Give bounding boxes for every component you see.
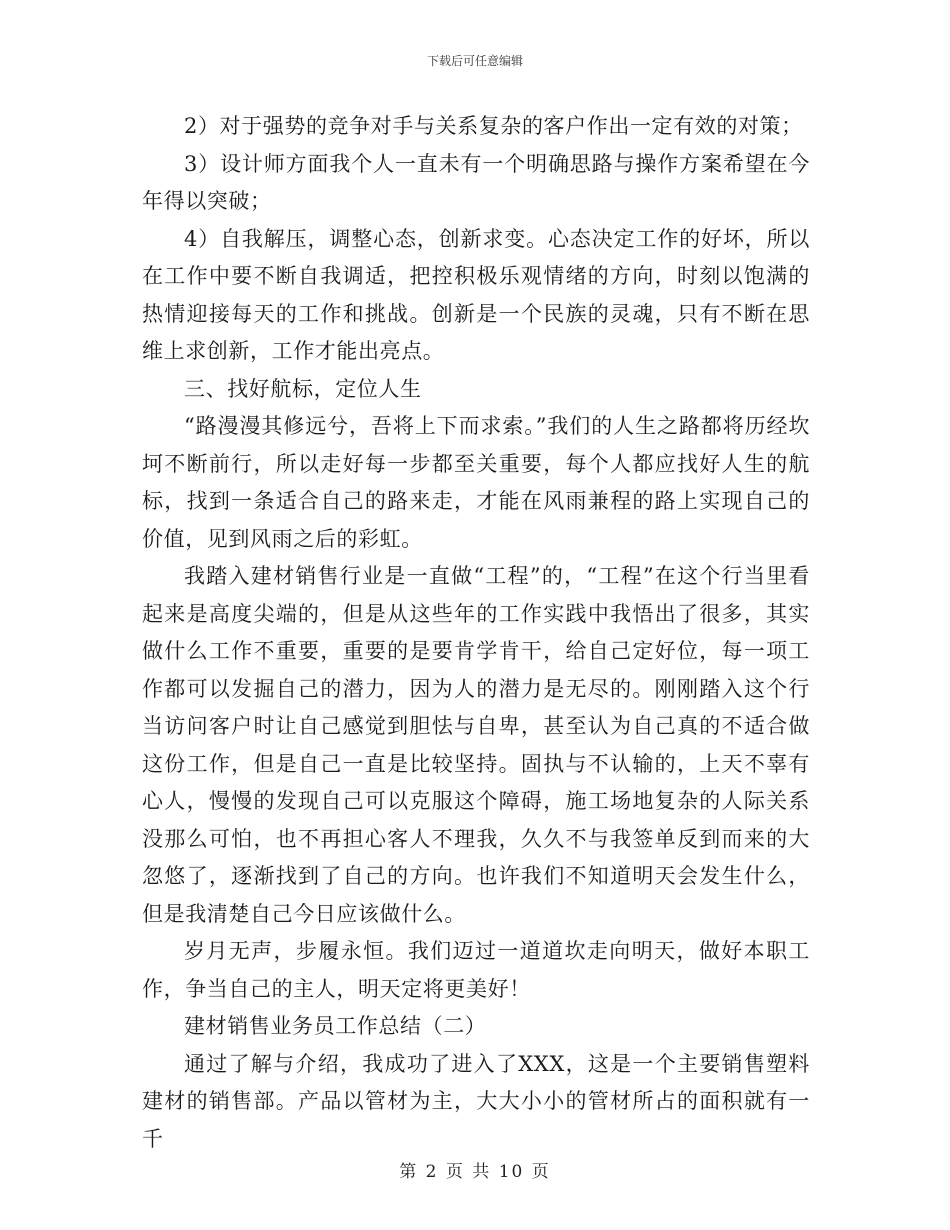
page-header: 下载后可任意编辑	[426, 54, 523, 68]
paragraph: 岁月无声，步履永恒。我们迈过一道道坎走向明天，做好本职工作，争当自己的主人，明天定将更美好！	[142, 939, 810, 1001]
paragraph: 3）设计师方面我个人一直未有一个明确思路与操作方案希望在今年得以突破；	[142, 151, 810, 213]
paragraph: 4）自我解压，调整心态，创新求变。心态决定工作的好坏，所以在工作中要不断自我调适，把控积极乐观情绪的方向，时刻以饱满的热情迎接每天的工作和挑战。创新是一个民族的灵魂，只有不断在思维上求创新，工作才能出亮点。	[142, 226, 810, 363]
paragraph: 我踏入建材销售行业是一直做“工程”的，“工程”在这个行当里看起来是高度尖端的，但是从这些年的工作实践中我悟出了很多，其实做什么工作不重要，重要的是要肯学肯干，给自己定好位，每一项工作都可以发掘自己的潜力，因为人的潜力是无尽的。刚刚踏入这个行当访问客户时让自己感觉到胆怯与自卑，甚至认为自己真的不适合做这份工作，但是自己一直是比较坚持。固执与不认输的，上天不辜有心人，慢慢的发现自己可以克服这个障碍，施工场地复杂的人际关系没那么可怕，也不再担心客人不理我，久久不与我签单反到而来的大忽悠了，逐渐找到了自己的方向。也许我们不知道明天会发生什么，但是我清楚自己今日应该做什么。	[142, 564, 810, 926]
document-body	[142, 108, 810, 1158]
section-heading: 建材销售业务员工作总结（二）	[184, 1014, 487, 1038]
page-number: 第 2 页 共 10 页	[399, 1162, 551, 1182]
paragraph: “路漫漫其修远兮，吾将上下而求索。”我们的人生之路都将历经坎坷不断前行，所以走好每一步都至关重要，每个人都应找好人生的航标，找到一条适合自己的路来走，才能在风雨兼程的路上实现自己的价值，见到风雨之后的彩虹。	[142, 414, 810, 551]
paragraph: 2）对于强势的竞争对手与关系复杂的客户作出一定有效的对策；	[184, 114, 803, 138]
section-heading: 三、找好航标，定位人生	[184, 376, 422, 401]
paragraph: 通过了解与介绍，我成功了进入了XXX，这是一个主要销售塑料建材的销售部。产品以管材为主，大大小小的管材所占的面积就有一千	[142, 1051, 810, 1151]
